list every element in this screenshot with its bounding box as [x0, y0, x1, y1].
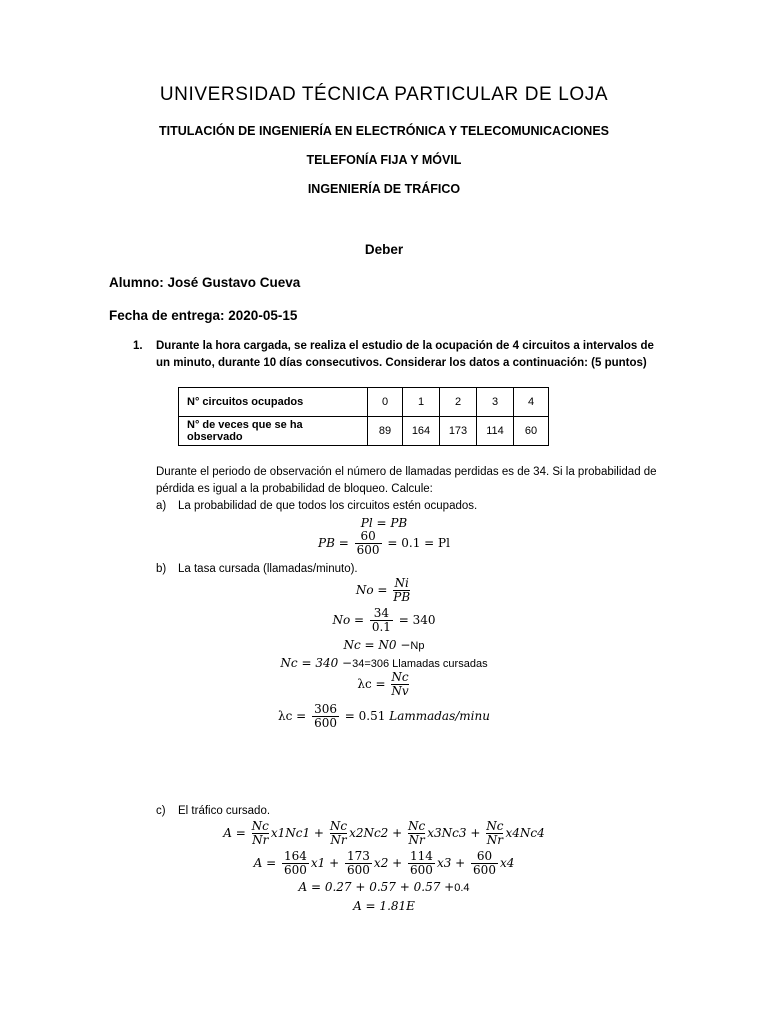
numerator: Nc: [486, 819, 504, 833]
equation-b2: [0, 607, 768, 634]
denominator: 0.1: [371, 620, 391, 634]
equation-b4: [0, 656, 768, 670]
denominator: Nr: [408, 833, 425, 847]
part-c-label: c): [156, 805, 166, 817]
fraction: [408, 820, 425, 847]
numerator: Nc: [329, 819, 348, 833]
equation-text: x4Nc4: [505, 826, 545, 840]
equation-c1: [0, 820, 768, 847]
table-row-label: N° circuitos ocupados: [179, 388, 368, 417]
fraction: [252, 820, 269, 847]
fraction: [312, 703, 339, 730]
part-b-label: b): [156, 563, 167, 575]
equation-text: No =: [332, 613, 365, 627]
question-number: 1.: [133, 340, 143, 352]
table-row: [179, 388, 549, 417]
course-title: TELEFONÍA FIJA Y MÓVIL: [306, 153, 462, 167]
equation-text: x2 +: [373, 856, 403, 870]
part-a-label: a): [156, 500, 167, 512]
equation-text: A = 1.81E: [353, 899, 415, 913]
equation-text: Lammadas/minu: [389, 709, 490, 723]
equation-text: x1Nc1 +: [270, 826, 324, 840]
equation-text: Np: [410, 640, 425, 652]
equation-text: 0.4: [454, 882, 470, 894]
fraction: [330, 820, 347, 847]
topic-title: INGENIERÍA DE TRÁFICO: [307, 182, 461, 196]
equation-text: = 340: [398, 613, 436, 627]
numerator: 60: [476, 849, 493, 863]
equation-b6: [0, 703, 768, 730]
table-row-label: N° de veces que se ha observado: [179, 417, 368, 446]
equation-a2: [0, 530, 768, 557]
numerator: Nc: [408, 819, 426, 833]
table-cell: 0: [368, 388, 403, 417]
denominator: Nr: [486, 833, 503, 847]
numerator: 34: [373, 606, 390, 620]
fraction: [393, 577, 410, 604]
table-cell: 60: [514, 417, 549, 446]
observation-table: [178, 387, 549, 446]
problem-intro: Durante el periodo de observación el número de llamadas perdidas es de 34. Si la probabilidad de pérdida es igual a la probabilidad de bloqueo. Calcule:: [156, 466, 657, 495]
denominator: 600: [284, 863, 307, 877]
part-b: [156, 563, 358, 575]
equation-text: x3Nc3 +: [427, 826, 481, 840]
numerator: 164: [284, 849, 307, 863]
denominator: 600: [347, 863, 370, 877]
part-a: [156, 500, 477, 512]
equation-text: λc =: [357, 677, 386, 691]
equation-text: A =: [253, 856, 277, 870]
table-cell: 2: [440, 388, 477, 417]
fraction: [486, 820, 503, 847]
numerator: 114: [410, 849, 433, 863]
denominator: PB: [393, 590, 411, 604]
denominator: 600: [314, 716, 337, 730]
table-cell: 4: [514, 388, 549, 417]
table-cell: 114: [477, 417, 514, 446]
table-cell: 164: [403, 417, 440, 446]
equation-text: x4: [499, 856, 515, 870]
equation-text: x1 +: [310, 856, 340, 870]
fraction: [370, 607, 393, 634]
denominator: Nr: [330, 833, 347, 847]
equation-text: λc =: [278, 709, 307, 723]
denominator: 600: [410, 863, 433, 877]
document-type: Deber: [364, 242, 404, 257]
equation-text: x3 +: [436, 856, 466, 870]
part-b-text: La tasa cursada (llamadas/minuto).: [178, 563, 358, 575]
numerator: Ni: [394, 576, 409, 590]
equation-text: PB =: [318, 536, 349, 550]
equation-text: Nc = N0 −: [343, 638, 411, 652]
part-c: [156, 805, 270, 817]
equation-a1: [0, 516, 768, 530]
program-title: TITULACIÓN DE INGENIERÍA EN ELECTRÓNICA Y TELECOMUNICACIONES: [158, 124, 610, 138]
equation-text: x2Nc2 +: [349, 826, 403, 840]
due-date: Fecha de entrega: 2020-05-15: [109, 308, 298, 323]
table-cell: 1: [403, 388, 440, 417]
numerator: 306: [314, 702, 337, 716]
equation-c3: [0, 880, 768, 894]
equation-text: Pl = PB: [360, 516, 408, 530]
numerator: Nc: [391, 670, 409, 684]
fraction: [471, 850, 498, 877]
denominator: Nr: [252, 833, 269, 847]
equation-text: A =: [223, 826, 246, 840]
numerator: Nc: [251, 819, 269, 833]
equation-c4: [0, 899, 768, 913]
equation-text: = 0.51: [344, 709, 386, 723]
equation-b1: [0, 577, 768, 604]
part-c-text: El tráfico cursado.: [178, 805, 271, 817]
numerator: 60: [360, 529, 376, 543]
fraction: [391, 671, 408, 698]
equation-text: No =: [355, 583, 388, 597]
equation-b3: [0, 638, 768, 652]
student-name: Alumno: José Gustavo Cueva: [109, 275, 301, 290]
equation-text: A = 0.27 + 0.57 + 0.57 +: [298, 880, 455, 894]
table-cell: 89: [368, 417, 403, 446]
fraction: [408, 850, 435, 877]
question-text: Durante la hora cargada, se realiza el estudio de la ocupación de 4 circuitos a intervalos de un minuto, durante 10 días consecutivos. Considerar los datos a continuación: (5 puntos): [156, 340, 654, 369]
university-title: UNIVERSIDAD TÉCNICA PARTICULAR DE LOJA: [159, 84, 609, 105]
equation-c2: [0, 850, 768, 877]
equation-b5: [0, 671, 768, 698]
denominator: Nv: [391, 684, 409, 698]
fraction: [345, 850, 372, 877]
fraction: [282, 850, 309, 877]
numerator: 173: [347, 849, 370, 863]
table-row: [179, 417, 549, 446]
denominator: 600: [356, 543, 380, 557]
table-cell: 173: [440, 417, 477, 446]
equation-text: 34=306 Llamadas cursadas: [352, 658, 488, 670]
equation-text: = 0.1 = Pl: [387, 536, 450, 550]
fraction: [355, 530, 382, 557]
denominator: 600: [473, 863, 496, 877]
equation-text: Nc = 340 −: [280, 656, 353, 670]
part-a-text: La probabilidad de que todos los circuitos estén ocupados.: [178, 500, 478, 512]
table-cell: 3: [477, 388, 514, 417]
